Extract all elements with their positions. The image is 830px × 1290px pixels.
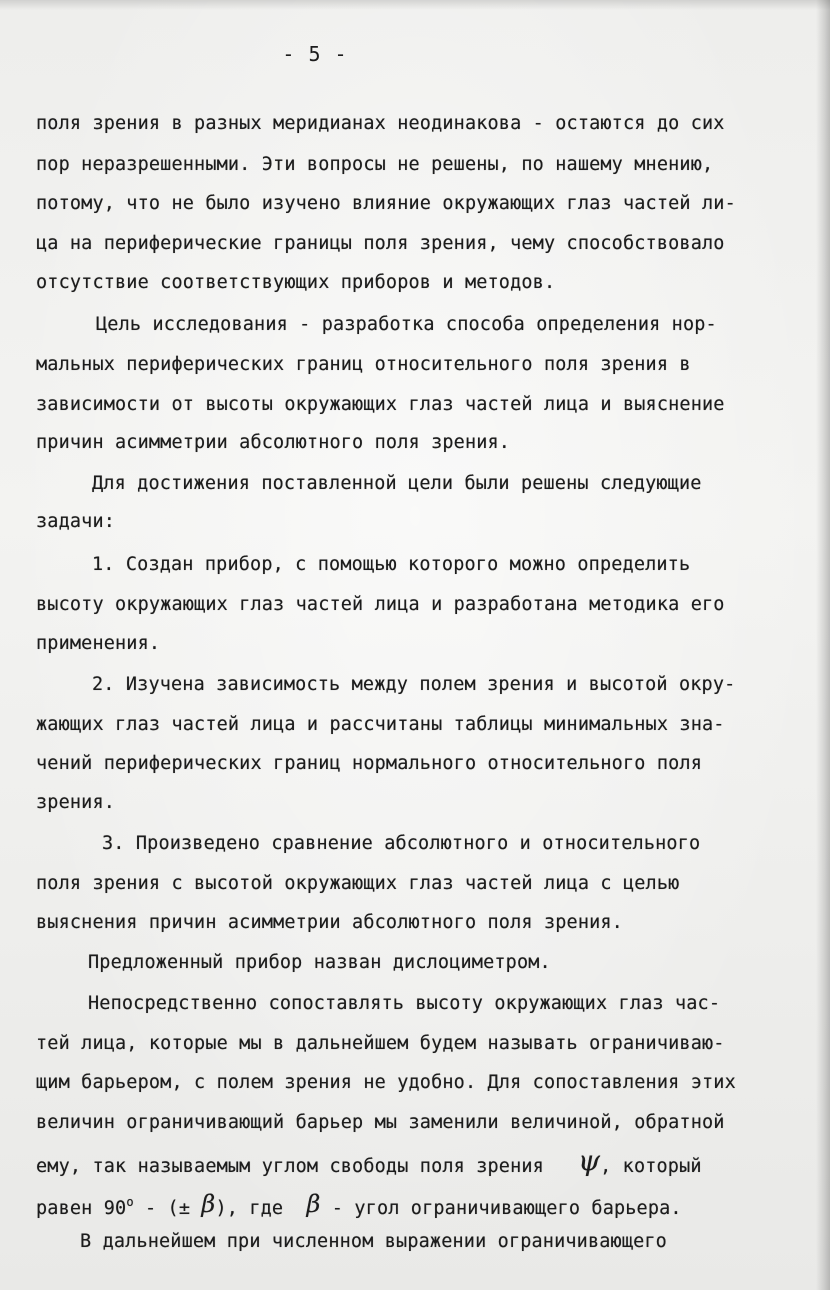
beta-symbol: β [201,1190,216,1218]
formula-lead: равен 90 [36,1198,127,1219]
formula-close: ), где [215,1198,295,1219]
text-line: щим барьером, с полем зрения не удобно. Для сопоставления этих [36,1072,736,1093]
page-number: - 5 - [282,42,348,66]
text-line: применения. [36,633,161,654]
text-line: 3. Произведено сравнение абсолютного и относительного [102,833,701,854]
text-line: тей лица, которые мы в дальнейшем будем называть ограничиваю- [36,1033,725,1054]
text-line: величин ограничивающий барьер мы заменили величиной, обратной [36,1112,725,1133]
formula-mid: - (± [133,1198,202,1219]
degree-sign: о [126,1195,134,1209]
text-line: пор неразрешенными. Эти вопросы не решены, по нашему мнению, [36,154,714,175]
text-line: зависимости от высоты окружающих глаз частей лица и выяснение [36,394,725,415]
text-line: мальных периферических границ относительного поля зрения в [36,354,691,375]
text-line-last: В дальнейшем при численном выражении ограничивающего [80,1231,667,1252]
scan-shadow-right [816,0,830,1290]
text-line: Цель исследования - разработка способа определения нор- [96,314,717,335]
text-line: выяснения причин асимметрии абсолютного поля зрения. [36,912,623,933]
text-line: 2. Изучена зависимость между полем зрения и высотой окру- [92,674,736,695]
text-line: потому, что не было изучено влияние окружающих глаз частей ли- [36,193,736,214]
text-line: жающих глаз частей лица и рассчитаны таблицы минимальных зна- [36,714,725,735]
beta-symbol-2: β [306,1190,321,1218]
text-line: причин асимметрии абсолютного поля зрения. [36,432,511,453]
formula-line-psi [36,1144,702,1179]
formula-text: ему, так называемым углом свободы поля зрения [36,1156,544,1177]
formula-tail-2: - угол ограничивающего барьера. [320,1198,682,1219]
text-line: задачи: [36,511,116,532]
scan-shadow-top [0,0,830,10]
psi-symbol: ψ [577,1144,601,1177]
formula-tail: , который [600,1156,702,1177]
text-line: чений периферических границ нормального относительного поля [36,753,702,774]
text-line: Предложенный прибор назван дислоциметром. [88,952,551,973]
text-line: поля зрения в разных меридианах неодинакова - остаются до сих [36,113,725,134]
formula-line-beta [36,1190,682,1221]
text-line: отсутствие соответствующих приборов и методов. [36,272,556,293]
text-line: поля зрения с высотой окружающих глаз частей лица с целью [36,873,680,894]
text-line: высоту окружающих глаз частей лица и разработана методика его [36,594,725,615]
text-line: Для достижения поставленной цели были решены следующие [92,473,702,494]
text-line: ца на периферические границы поля зрения, чему способствовало [36,233,725,254]
text-line: зрения. [36,792,116,813]
text-line: 1. Создан прибор, с помощью которого можно определить [92,554,691,575]
text-line: Непосредственно сопоставлять высоту окружающих глаз час- [88,993,721,1014]
